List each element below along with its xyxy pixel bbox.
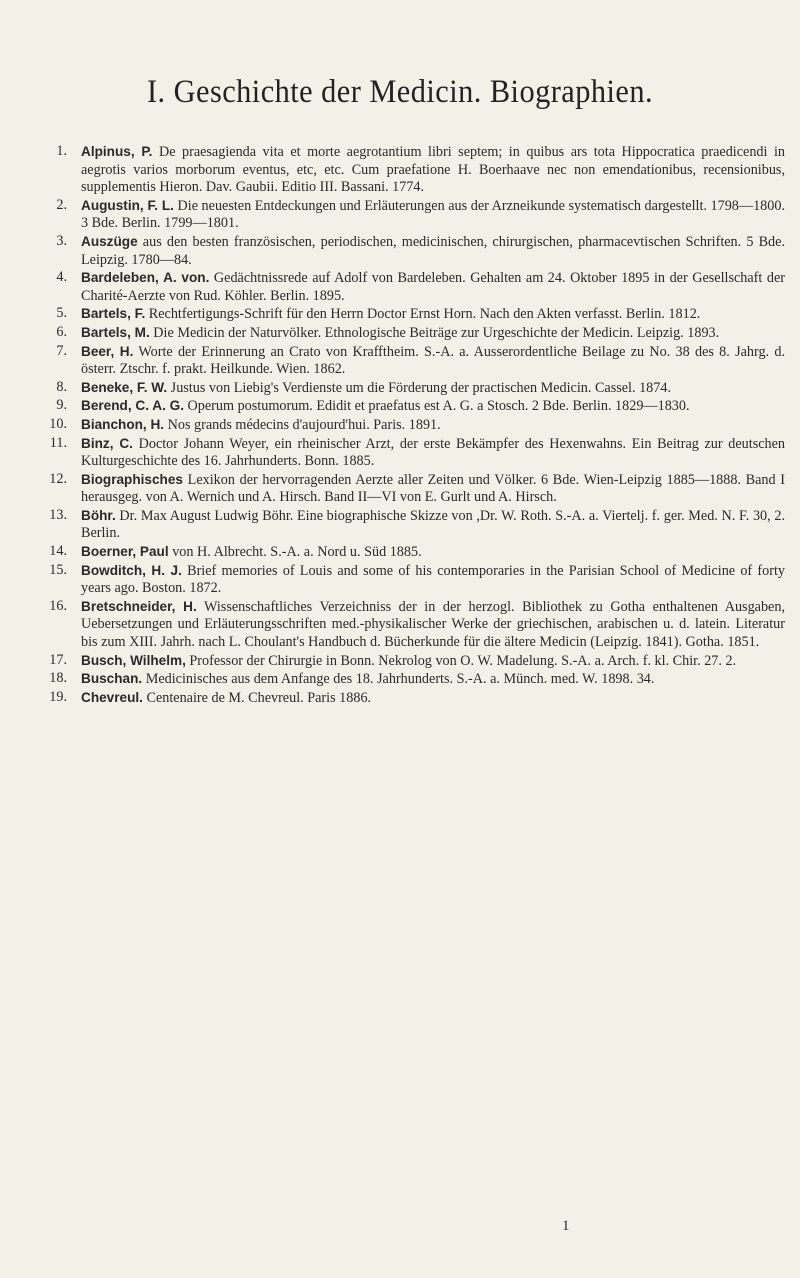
page-number: 1 — [562, 1218, 570, 1234]
list-item — [30, 233, 785, 269]
entry-number: 5. — [56, 305, 67, 322]
page-title: I. Geschichte der Medicin. Biographien. — [146, 74, 654, 110]
entry-author: Auszüge — [81, 233, 138, 249]
entry-author: Beer, H. — [81, 343, 134, 359]
list-item — [30, 379, 785, 398]
list-item — [30, 652, 785, 671]
entry-text: Wissenschaftliches Verzeichniss der in der herzogl. Bibliothek zu Gotha enthaltenen Ausgaben, Uebersetzungen und Erläuterungsschriften med.-physikalischer Werke der griechischen, arabischen u. d. latein. Literatur bis zum XIII. Jahrh. nach L. Choulant's Handbuch d. Bücherkunde für die ältere Medicin (Leipzig. 1841). Gotha. 1851. — [81, 598, 785, 651]
list-item — [30, 507, 785, 543]
list-item — [30, 343, 785, 379]
entry-text: aus den besten französischen, periodischen, medicinischen, chirurgischen, pharmacevtischen Schriften. 5 Bde. Leipzig. 1780—84. — [81, 233, 785, 268]
list-item — [30, 562, 785, 598]
entry-text: Gedächtnissrede auf Adolf von Bardeleben. Gehalten am 24. Oktober 1895 in der Gesellschaft der Charité-Aerzte von Rud. Köhler. Berlin. 1895. — [81, 270, 785, 304]
entry-author: Beneke, F. W. — [81, 379, 168, 395]
entry-text: Lexikon der hervorragenden Aerzte aller Zeiten und Völker. 6 Bde. Wien-Leipzig 1885—1888. Band I herausgeg. von A. Wernich und A. Hirsch. Band II—VI von E. Gurlt und A. Hirsch. — [81, 471, 785, 506]
entry-number: 16. — [49, 597, 67, 614]
entry-number: 11. — [49, 434, 67, 451]
entry-author: Bartels, F. — [81, 306, 146, 322]
entry-text: Medicinisches aus dem Anfange des 18. Jahrhunderts. S.-A. a. Münch. med. W. 1898. 34. — [142, 671, 655, 688]
entry-number: 18. — [49, 670, 67, 687]
entry-author: Bartels, M. — [81, 324, 150, 340]
entry-text: Brief memories of Louis and some of his contemporaries in the Parisian School of Medicine of forty years ago. Boston. 1872. — [81, 562, 785, 597]
list-item — [30, 416, 785, 435]
entry-text: Nos grands médecins d'aujourd'hui. Paris. 1891. — [164, 416, 441, 433]
entry-number: 14. — [49, 543, 67, 560]
entry-number: 17. — [49, 651, 67, 668]
entry-number: 1. — [56, 143, 67, 159]
entry-number: 10. — [49, 415, 67, 432]
entry-author: Bianchon, H. — [81, 416, 165, 432]
list-item — [30, 143, 785, 197]
entry-text: Operum postumorum. Edidit et praefatus est A. G. a Stosch. 2 Bde. Berlin. 1829—1830. — [183, 398, 690, 415]
entry-number: 19. — [49, 688, 67, 705]
entry-author: Busch, Wilhelm, — [81, 652, 186, 668]
entry-author: Boerner, Paul — [81, 544, 169, 560]
entry-text: Worte der Erinnerung an Crato von Krafftheim. S.-A. a. Ausserordentliche Beilage zu No. 38 des 8. Jahrg. d. österr. Ztschr. f. prakt. Heilkunde. Wien. 1862. — [81, 343, 786, 378]
list-item — [30, 305, 785, 324]
entry-text: De praesagienda vita et morte aegrotantium libri septem; in quibus ars tota Hippocratica praedicendi in aegrotis varios morborum eventus, etc, etc. Cum praefatione H. Boerhaave nec non emendationibus, recensionibus, supplementis Hieron. Dav. Gaubii. Editio III. Bassani. 1774. — [81, 144, 785, 196]
list-item — [30, 197, 785, 233]
list-item — [30, 543, 785, 562]
entry-author: Biographisches — [81, 471, 183, 487]
entry-text: Professor der Chirurgie in Bonn. Nekrolog von O. W. Madelung. S.-A. a. Arch. f. kl. Chir. 27. 2. — [185, 652, 737, 669]
entry-number: 13. — [49, 506, 67, 523]
entry-text: Justus von Liebig's Verdienste um die Förderung der practischen Medicin. Cassel. 1874. — [167, 379, 672, 396]
entry-number: 15. — [49, 561, 67, 578]
entry-list — [30, 143, 785, 707]
entry-author: Augustin, F. L. — [81, 197, 174, 213]
entry-number: 7. — [56, 342, 67, 359]
entry-author: Bardeleben, A. von. — [81, 270, 210, 286]
entry-author: Bretschneider, H. — [81, 598, 197, 614]
entry-number: 12. — [49, 470, 67, 487]
entry-text: Dr. Max August Ludwig Böhr. Eine biographische Skizze von ,Dr. W. Roth. S.-A. a. Viertelj. f. ger. Med. N. F. 30, 2. Berlin. — [81, 507, 785, 542]
list-item — [30, 598, 785, 652]
entry-number: 6. — [56, 323, 67, 340]
entry-text: Die Medicin der Naturvölker. Ethnologische Beiträge zur Urgeschichte der Medicin. Leipzig. 1893. — [149, 324, 720, 341]
entry-text: Rechtfertigungs-Schrift für den Herrn Doctor Ernst Horn. Nach den Akten verfasst. Berlin. 1812. — [145, 306, 701, 323]
entry-author: Buschan. — [81, 671, 143, 687]
list-item — [30, 435, 785, 471]
entry-number: 9. — [56, 397, 67, 414]
entry-text: Centenaire de M. Chevreul. Paris 1886. — [142, 689, 372, 706]
list-item — [30, 471, 785, 507]
entry-number: 2. — [56, 196, 67, 213]
list-item — [30, 397, 785, 416]
entry-author: Alpinus, P. — [81, 144, 153, 159]
list-item — [30, 269, 785, 305]
list-item — [30, 324, 785, 343]
entry-author: Chevreul. — [81, 689, 143, 705]
entry-author: Binz, C. — [81, 435, 133, 451]
entry-text: Die neuesten Entdeckungen und Erläuterungen aus der Arzneikunde systematisch dargestellt. 1798—1800. 3 Bde. Berlin. 1799—1801. — [81, 197, 785, 232]
entry-text: Doctor Johann Weyer, ein rheinischer Arzt, der erste Bekämpfer des Hexenwahns. Ein Beitrag zur deutschen Kulturgeschichte des 16. Jahrhunderts. Bonn. 1885. — [81, 435, 785, 470]
entry-author: Bowditch, H. J. — [81, 562, 182, 578]
entry-number: 3. — [56, 232, 67, 249]
list-item — [30, 670, 785, 689]
entry-number: 8. — [56, 378, 67, 395]
entry-number: 4. — [56, 269, 67, 286]
list-item — [30, 689, 785, 708]
entry-author: Berend, C. A. G. — [81, 398, 184, 414]
entry-author: Böhr. — [81, 507, 116, 523]
entry-text: von H. Albrecht. S.-A. a. Nord u. Süd 1885. — [168, 544, 422, 561]
